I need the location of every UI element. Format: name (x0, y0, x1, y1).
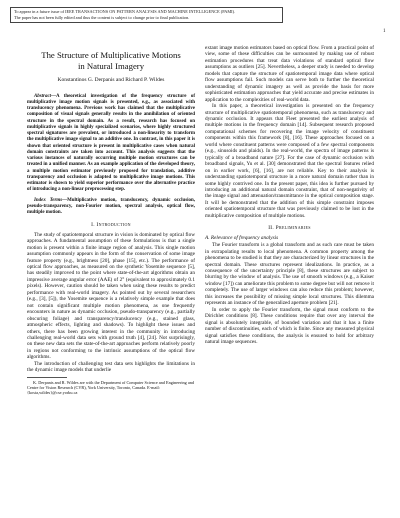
author-affiliation-footnote: K. Derpanis and R. Wildes are with the Department of Computer Science and Engineering and Centre for Vision Research (CVR), York University, Toronto, Canada. E-mail: {kosta,wildes}@cse.yorku.ca (27, 379, 194, 396)
paper-title (27, 50, 195, 71)
abstract-text: —A theoretical investigation of the frequency structure of multiplicative image motion signals is presented, e.g., as associated with translucency phenomena. Previous work has claimed that the multiplicative composition of visual signals generally results in the annihilation of oriented structure in the spectral domain. As a result, research has focused on multiplicative signals in highly specialized scenarios, where highly structured spectral signatures are prevalent, or introduced a non-linearity to transform the multiplicative image signal to an additive one. In contrast, in this paper it is shown that oriented structure is present in multiplicative cases when natural domain constraints are taken into account. This analysis suggests that the various instances of naturally occurring multiple motion structures can be treated in a unified manner. As an example application of the developed theory, a multiple motion estimator previously proposed for translation, additive transparency and occlusion is adapted to multiplicative image motions. This estimator is shown to yield superior performance over the alternative practice of introducing a non-linear preprocessing step. (27, 93, 195, 193)
right-column (205, 45, 374, 345)
preprint-notice (10, 7, 283, 23)
authors: Konstantinos G. Derpanis and Richard P. Wildes (57, 77, 165, 83)
title-line-2: in Natural Imagery (77, 60, 145, 71)
footnote-divider (27, 377, 67, 378)
abstract (27, 94, 195, 194)
subsection-heading-frequency-analysis: A. Relevance of frequency analysis (205, 234, 279, 241)
title-line-1: The Structure of Multiplicative Motions (41, 50, 181, 60)
index-terms-text: —Multiplicative motion, translucency, dynamic occlusion, pseudo-transparency, non-Fourier motion, spectral analysis, optical flow, multiple motion. (27, 197, 196, 215)
index-terms (27, 198, 195, 217)
notice-line-2: The paper has not been fully edited and thus the content is subject to change prior to final publication. (14, 14, 190, 20)
section-heading-preliminaries: II. Preliminaries (268, 225, 311, 232)
page-number: 1 (383, 29, 386, 34)
index-terms-lead: Index Terms (34, 197, 63, 203)
right-paragraph-1: extant image motion estimators based on optical flow. From a practical point of view, some of these difficulties can be surmounted by making use of robust estimation procedures that treat data violations of standard optical flow assumptions as outliers [25]. Nevertheless, a deeper study is needed to develop models that capture the structure of spatiotemporal image data where optical flow assumptions fail. Such models can serve both to further the theoretical understanding of dynamic imagery as well as provide the basis for more sophisticated estimation approaches that yield accurate and precise estimates in application to the complexities of real-world data. (205, 45, 374, 103)
right-paragraph-3: The Fourier transform is a global transform and as such care must be taken in extrapolating results to local phenomena. A common property among the phenomena to be studied is that they are characterized by linear structures in the spectral domain. These structures represent idealizations. In practice, as a consequence of the uncertainty principle [8], these structures are subject to blurring by the window of analysis. The use of smooth windows (e.g., a Kaiser window [17]) can ameliorate this problem to some degree but will not remove it completely. The use of larger windows can also reduce this problem; however, this increases the possibility of missing simple local structures. This dilemma represents an instance of the generalized aperture problem [21]. (205, 242, 374, 307)
notice-line-1: To appear in a future issue of IEEE TRANSACTIONS ON PATTERN ANALYSIS AND MACHINE INTELLIGENCE (PAMI). (14, 9, 236, 14)
left-column (27, 50, 195, 395)
intro-paragraph-2: The introduction of challenging test data sets highlights the limitations in the dynamic image models that underlie (27, 360, 195, 374)
abstract-lead: Abstract (34, 93, 52, 99)
right-paragraph-2: In this paper, a theoretical investigation is presented on the frequency structure of multiplicative spatiotemporal phenomena, such as translucency and dynamic occlusion. It appears that Fleet presented the earliest analysis of multiple motions in the frequency domain [14]. Subsequent research proposed computational schemes for recovering the image velocity of constituent components within this framework [8], [16]. These approaches focused on a world where constituent patterns were composed of a few spectral components (e.g., sinusoids and plaids). In the real-world, the spectra of image patterns is typically of a broadband nature [27]. For the case of dynamic occlusion with broadband signals, Yu et al. [30] demonstrated that the spectral features relied on in earlier work, [6], [16], are not reliable. Key to their analysis is understanding spatiotemporal structure in a more natural domain rather than in some highly contrived one. In the present paper, this idea is further pursued by introducing an additional natural domain constraint, that of non-negativity of the image signal and attenuation/transmittance in the optical composition stage. It will be demonstrated that the addition of this simple constraint imposes oriented spatiotemporal structure that was previously claimed to be lost in the multiplicative composition of multiple motions. (205, 103, 374, 219)
section-heading-introduction: I. Introduction (91, 222, 131, 229)
right-paragraph-4: In order to apply the Fourier transform, the signal must conform to the Dirichlet conditions [8]. These conditions require that over any interval the signal is absolutely integrable, of bounded variation and that it has a finite number of discontinuities, each of which is finite. Since any measured physical signal satisfies these conditions, the analysis is ensured to hold for arbitrary natural image sequences. (205, 306, 374, 345)
intro-paragraph-1: The study of spatiotemporal structure in vision is dominated by optical flow approaches. A fundamental assumption of these formulations is that a single motion is present within a finite image region of analysis. This single motion assumption commonly appears in the form of the conservation of some image feature property (e.g., brightness [20], phase [15], etc.). The performance of optical flow approaches, as measured on the synthetic Yosemite sequence [5], has steadily improved to the point where state-of-the-art algorithms obtain an impressive average angular error (AAE) of 2° (equivalent to approximately 0.1 pixels). However, caution should be taken when using these results to predict performance with real-world imagery. As pointed out by several researchers (e.g., [3], [5]), the Yosemite sequence is a relatively simple example that does not contain significant multiple motion phenomena, as one frequently encounters in nature as dynamic occlusion, pseudo-transparency (e.g., partially obscuring foliage) and transparency/translucency (e.g., stained glass, atmospheric effects, lighting and shadows). To highlight these issues and others, there has been growing interest in the community in introducing challenging real-world data sets with ground truth [4], [24]. Not surprisingly, on these new data sets the state-of-the-art approaches perform relatively poorly in regions not conforming to the intrinsic assumptions of the optical flow algorithms. (27, 231, 195, 361)
